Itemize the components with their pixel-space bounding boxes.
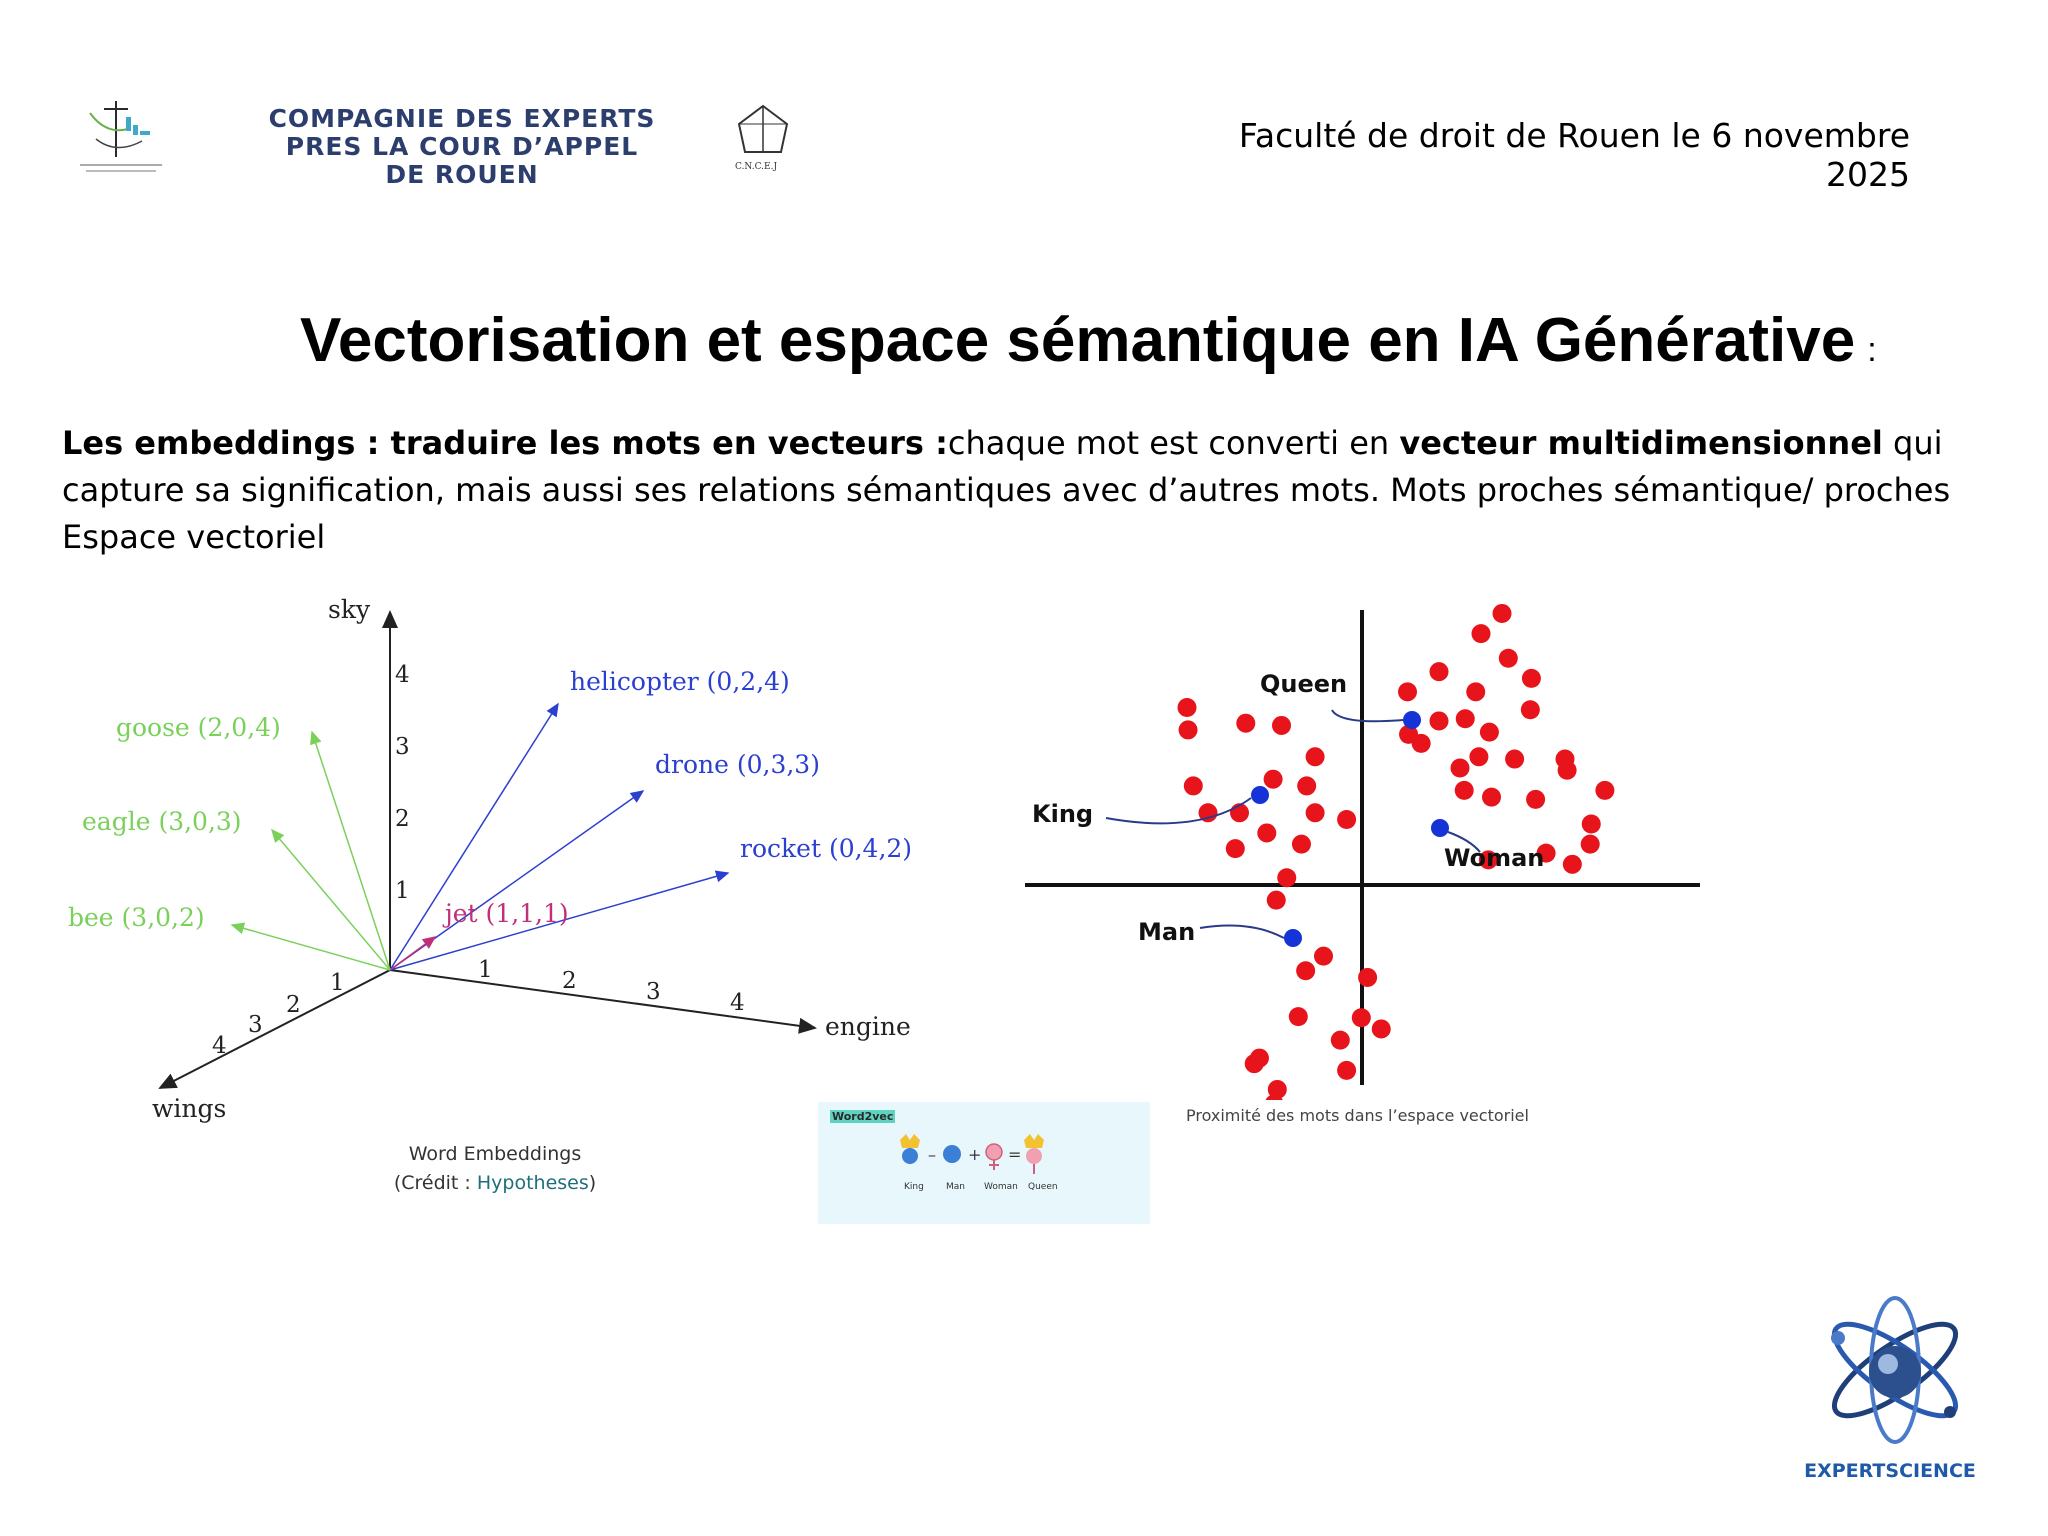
cncej-logo	[733, 102, 793, 160]
word2vec-equation	[818, 1102, 1150, 1224]
intro-paragraph	[62, 420, 2022, 561]
scatter-point	[1337, 810, 1356, 829]
scatter-point	[1499, 649, 1518, 668]
scatter-point	[1314, 947, 1333, 966]
scatter-point	[1372, 1019, 1391, 1038]
king-icon	[900, 1134, 920, 1164]
scatter-point	[1581, 835, 1600, 854]
scatter-point	[1184, 776, 1203, 795]
vector-goose	[312, 732, 390, 970]
axis-label-engine: engine	[825, 1012, 911, 1041]
scatter-points	[1178, 604, 1615, 1100]
engine-tick-4: 4	[730, 990, 745, 1016]
engine-tick-3: 3	[646, 979, 661, 1005]
scatter-point	[1306, 747, 1325, 766]
scatter-point	[1493, 604, 1512, 623]
label-goose: goose (2,0,4)	[116, 713, 281, 742]
queen-icon	[1024, 1134, 1044, 1174]
man-icon	[943, 1145, 961, 1163]
scatter-point	[1337, 1061, 1356, 1080]
word2vec-icons	[896, 1132, 1076, 1180]
scatter-point	[1582, 815, 1601, 834]
scatter-point	[1480, 723, 1499, 742]
label-man: Man	[1138, 918, 1196, 946]
plus-sign: +	[968, 1145, 982, 1164]
scatter-point	[1558, 761, 1577, 780]
w2v-label-king: King	[904, 1182, 924, 1192]
scatter-point	[1521, 700, 1540, 719]
sky-tick-3: 3	[395, 734, 410, 760]
label-king: King	[1032, 800, 1094, 828]
scatter-point	[1482, 788, 1501, 807]
point-queen	[1403, 711, 1421, 729]
scatter-point	[1226, 839, 1245, 858]
leader-king	[1106, 798, 1251, 823]
expertscience-label: EXPERTSCIENCE	[1804, 1460, 1976, 1482]
title-colon: :	[1867, 331, 1877, 369]
vector-eagle	[272, 830, 390, 970]
expertscience-atom-logo	[1810, 1290, 1980, 1455]
leader-man	[1200, 926, 1284, 938]
semantic-space-scatter	[1020, 580, 1720, 1100]
scatter-point	[1472, 624, 1491, 643]
compagnie-logo	[76, 95, 168, 179]
w2v-label-queen: Queen	[1028, 1182, 1058, 1192]
scatter-point	[1306, 803, 1325, 822]
scatter-point	[1352, 1008, 1371, 1027]
company-line-2: PRES LA COUR D’APPEL	[285, 132, 639, 161]
word-embedding-3d-figure	[60, 590, 940, 1130]
vector-jet	[390, 937, 435, 970]
company-name	[262, 105, 662, 189]
para-text-1: chaque mot est converti en	[947, 424, 1400, 462]
sky-tick-2: 2	[395, 806, 410, 832]
label-rocket: rocket (0,4,2)	[740, 834, 913, 863]
scatter-point	[1236, 714, 1255, 733]
scatter-point	[1178, 698, 1197, 717]
scatter-point	[1526, 790, 1545, 809]
wings-tick-4: 4	[212, 1033, 227, 1059]
scatter-point	[1272, 716, 1291, 735]
label-helicopter: helicopter (0,2,4)	[570, 667, 790, 696]
scatter-point	[1289, 1007, 1308, 1026]
para-bold-2: vecteur multidimensionnel	[1399, 424, 1883, 462]
company-line-3: DE ROUEN	[385, 160, 539, 189]
engine-tick-2: 2	[562, 968, 577, 994]
scatter-point	[1430, 662, 1449, 681]
w2v-label-woman: Woman	[984, 1182, 1018, 1192]
axis-wings	[160, 970, 390, 1088]
scatter-point	[1179, 720, 1198, 739]
point-king	[1251, 786, 1269, 804]
scatter-point	[1595, 781, 1614, 800]
point-woman	[1431, 819, 1449, 837]
title-text: Vectorisation et espace sémantique en IA Générative	[300, 306, 1856, 375]
engine-tick-1: 1	[478, 957, 493, 983]
scatter-point	[1469, 747, 1488, 766]
para-bold-1: Les embeddings : traduire les mots en vecteurs :	[62, 424, 948, 462]
label-bee: bee (3,0,2)	[68, 903, 205, 932]
minus-sign: –	[928, 1145, 936, 1164]
caption-credit	[375, 1169, 615, 1198]
para-text-2: qui capture sa signification, mais aussi ses relations sémantiques avec d’autres mots. Mots proches sémantique/ proches Espace vectoriel	[62, 424, 1951, 556]
scatter-point	[1296, 961, 1315, 980]
word-embeddings-caption	[375, 1140, 615, 1198]
equals-sign: =	[1008, 1145, 1022, 1164]
point-man	[1284, 929, 1302, 947]
vector-drone	[390, 791, 643, 970]
scatter-point	[1398, 682, 1417, 701]
vector-helicopter	[390, 704, 558, 970]
scatter-point	[1292, 835, 1311, 854]
scatter-point	[1297, 776, 1316, 795]
scatter-point	[1466, 682, 1485, 701]
label-drone: drone (0,3,3)	[655, 750, 820, 779]
label-woman: Woman	[1444, 844, 1545, 872]
credit-link[interactable]: Hypotheses	[476, 1172, 589, 1194]
scatter-point	[1412, 734, 1431, 753]
scatter-point	[1267, 891, 1286, 910]
credit-suffix: )	[588, 1172, 597, 1194]
scatter-point	[1456, 709, 1475, 728]
scatter-point	[1331, 1031, 1350, 1050]
label-jet: jet (1,1,1)	[445, 899, 569, 928]
slide-title	[300, 305, 1877, 376]
scatter-point	[1277, 868, 1296, 887]
label-eagle: eagle (3,0,3)	[82, 807, 242, 836]
sky-tick-1: 1	[395, 878, 410, 904]
label-queen: Queen	[1260, 670, 1348, 698]
caption-title: Word Embeddings	[408, 1143, 582, 1165]
cncej-label: C.N.C.E.J	[735, 162, 778, 172]
scatter-caption: Proximité des mots dans l’espace vectoriel	[1186, 1106, 1529, 1125]
scatter-point	[1257, 823, 1276, 842]
vector-bee	[232, 925, 390, 970]
wings-tick-1: 1	[330, 970, 345, 996]
scatter-point	[1505, 750, 1524, 769]
scatter-point	[1358, 968, 1377, 987]
scatter-point	[1250, 1049, 1269, 1068]
scatter-point	[1455, 781, 1474, 800]
company-line-1: COMPAGNIE DES EXPERTS	[268, 104, 656, 133]
sky-tick-4: 4	[395, 662, 410, 688]
leader-queen	[1332, 710, 1403, 721]
wings-tick-3: 3	[248, 1012, 263, 1038]
axis-label-wings: wings	[152, 1094, 227, 1123]
scatter-point	[1563, 855, 1582, 874]
scatter-point	[1522, 669, 1541, 688]
axis-label-sky: sky	[328, 595, 371, 624]
axis-engine	[390, 970, 815, 1028]
scatter-point	[1430, 711, 1449, 730]
woman-icon	[986, 1144, 1002, 1170]
scatter-point	[1451, 759, 1470, 778]
word2vec-tag: Word2vec	[832, 1110, 894, 1123]
wings-tick-2: 2	[286, 992, 301, 1018]
event-date: Faculté de droit de Rouen le 6 novembre 2025	[1238, 116, 1910, 194]
w2v-label-man: Man	[946, 1182, 965, 1192]
scatter-point	[1264, 770, 1283, 789]
credit-prefix: (Crédit :	[393, 1172, 477, 1194]
